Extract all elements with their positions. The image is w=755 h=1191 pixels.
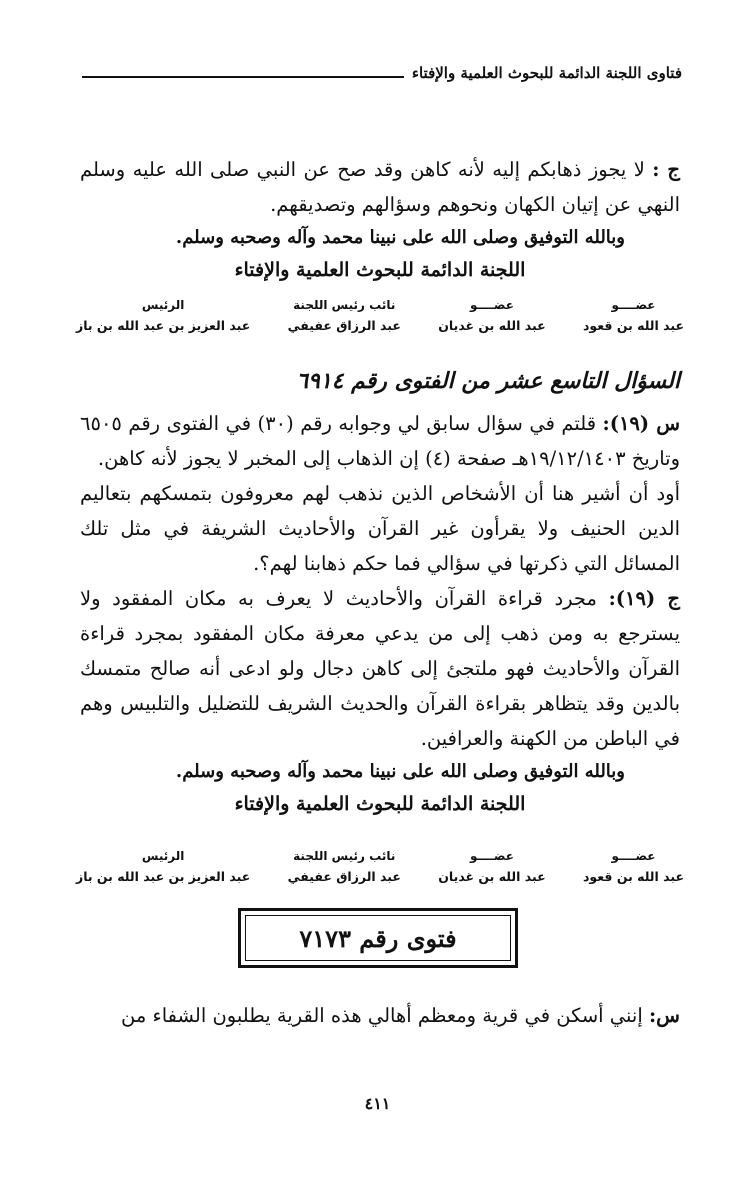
page-number: ٤١١ <box>364 1094 391 1113</box>
signatory-role: عضــــو <box>611 298 656 312</box>
section-1 <box>80 152 680 286</box>
fatwa-title-box <box>238 908 518 968</box>
signatories-1 <box>76 295 684 337</box>
signatory <box>438 295 545 337</box>
committee-name: اللجنة الدائمة للبحوث العلمية والإفتاء <box>234 259 526 281</box>
signatory-role: الرئيس <box>141 298 185 312</box>
signatory <box>288 846 401 888</box>
signatory-name: عبد الرزاق عفيفي <box>287 318 401 333</box>
section-3 <box>80 998 680 1033</box>
signatory-name: عبد الرزاق عفيفي <box>287 869 401 884</box>
signatory-role: نائب رئيس اللجنة <box>293 298 396 312</box>
signatory-name: عبد العزيز بن عبد الله بن باز <box>76 318 251 333</box>
signatory-name: عبد الله بن غديان <box>438 869 546 884</box>
question-lead: س (١٩): <box>602 412 681 435</box>
signatory <box>583 295 684 337</box>
question-paragraph <box>80 998 680 1033</box>
running-title: فتاوى اللجنة الدائمة للبحوث العلمية والإفتاء <box>411 64 682 82</box>
question-paragraph <box>80 406 680 476</box>
question-title: السؤال التاسع عشر من الفتوى رقم ٦٩١٤ <box>296 368 680 394</box>
signatory-name: عبد الله بن قعود <box>582 318 684 333</box>
signatory-name: عبد الله بن غديان <box>438 318 546 333</box>
answer-lead: ج (١٩): <box>608 587 680 610</box>
answer-paragraph <box>80 152 680 222</box>
signatory-role: الرئيس <box>141 849 185 863</box>
signatory-name: عبد العزيز بن عبد الله بن باز <box>76 869 251 884</box>
question-continuation: أود أن أشير هنا أن الأشخاص الذين نذهب لهم معروفون بتمسكهم بتعاليم الدين الحنيف ولا يقرأون غير القرآن والأحاديث الشريفة في مثل تلك المسائل التي ذكرتها في سؤالي فما حكم ذهابنا لهم؟. <box>80 482 680 575</box>
header-rule <box>82 76 404 78</box>
closing-line: وبالله التوفيق وصلى الله على نبينا محمد وآله وصحبه وسلم. <box>175 761 625 782</box>
question-lead: س: <box>648 1004 680 1027</box>
committee-name: اللجنة الدائمة للبحوث العلمية والإفتاء <box>234 793 526 815</box>
fatwa-title: فتوى رقم ٧١٧٣ <box>245 915 511 961</box>
signatory-name: عبد الله بن قعود <box>582 869 684 884</box>
signatory <box>583 846 684 888</box>
signatory <box>438 846 545 888</box>
answer-text: لا يجوز ذهابكم إليه لأنه كاهن وقد صح عن النبي صلى الله عليه وسلم النهي عن إتيان الكهان ونحوهم وسؤالهم وتصديقهم. <box>80 158 680 216</box>
signatory-role: نائب رئيس اللجنة <box>293 849 396 863</box>
signatory <box>76 295 250 337</box>
answer-paragraph <box>80 581 680 756</box>
signatory-role: عضــــو <box>469 849 514 863</box>
signatory <box>76 846 250 888</box>
section-2 <box>80 406 680 820</box>
closing-line: وبالله التوفيق وصلى الله على نبينا محمد وآله وصحبه وسلم. <box>175 227 625 248</box>
answer-text: مجرد قراءة القرآن والأحاديث لا يعرف به مكان المفقود ولا يسترجع به ومن ذهب إلى من يدعي معرفة مكان المفقود بمجرد قراءة القرآن والأحاديث فهو ملتجئ إلى كاهن دجال ولو ادعى أنه صالح متمسك بالدين وقد يتظاهر بقراءة القرآن والحديث الشريف للتضليل والتلبيس وهم في الباطن من الكهنة والعرافين. <box>80 587 680 750</box>
answer-lead: ج : <box>652 158 681 181</box>
signatory <box>288 295 401 337</box>
signatories-2 <box>76 846 684 888</box>
question-text: إنني أسكن في قرية ومعظم أهالي هذه القرية يطلبون الشفاء من <box>121 1004 643 1027</box>
question-text: قلتم في سؤال سابق لي وجوابه رقم (٣٠) في الفتوى رقم ٦٥٠٥ وتاريخ ١٩/١٢/١٤٠٣هـ صفحة (٤) إن الذهاب إلى المخبر لا يجوز لأنه كاهن. <box>80 412 680 470</box>
signatory-role: عضــــو <box>469 298 514 312</box>
signatory-role: عضــــو <box>611 849 656 863</box>
running-header <box>82 64 682 82</box>
